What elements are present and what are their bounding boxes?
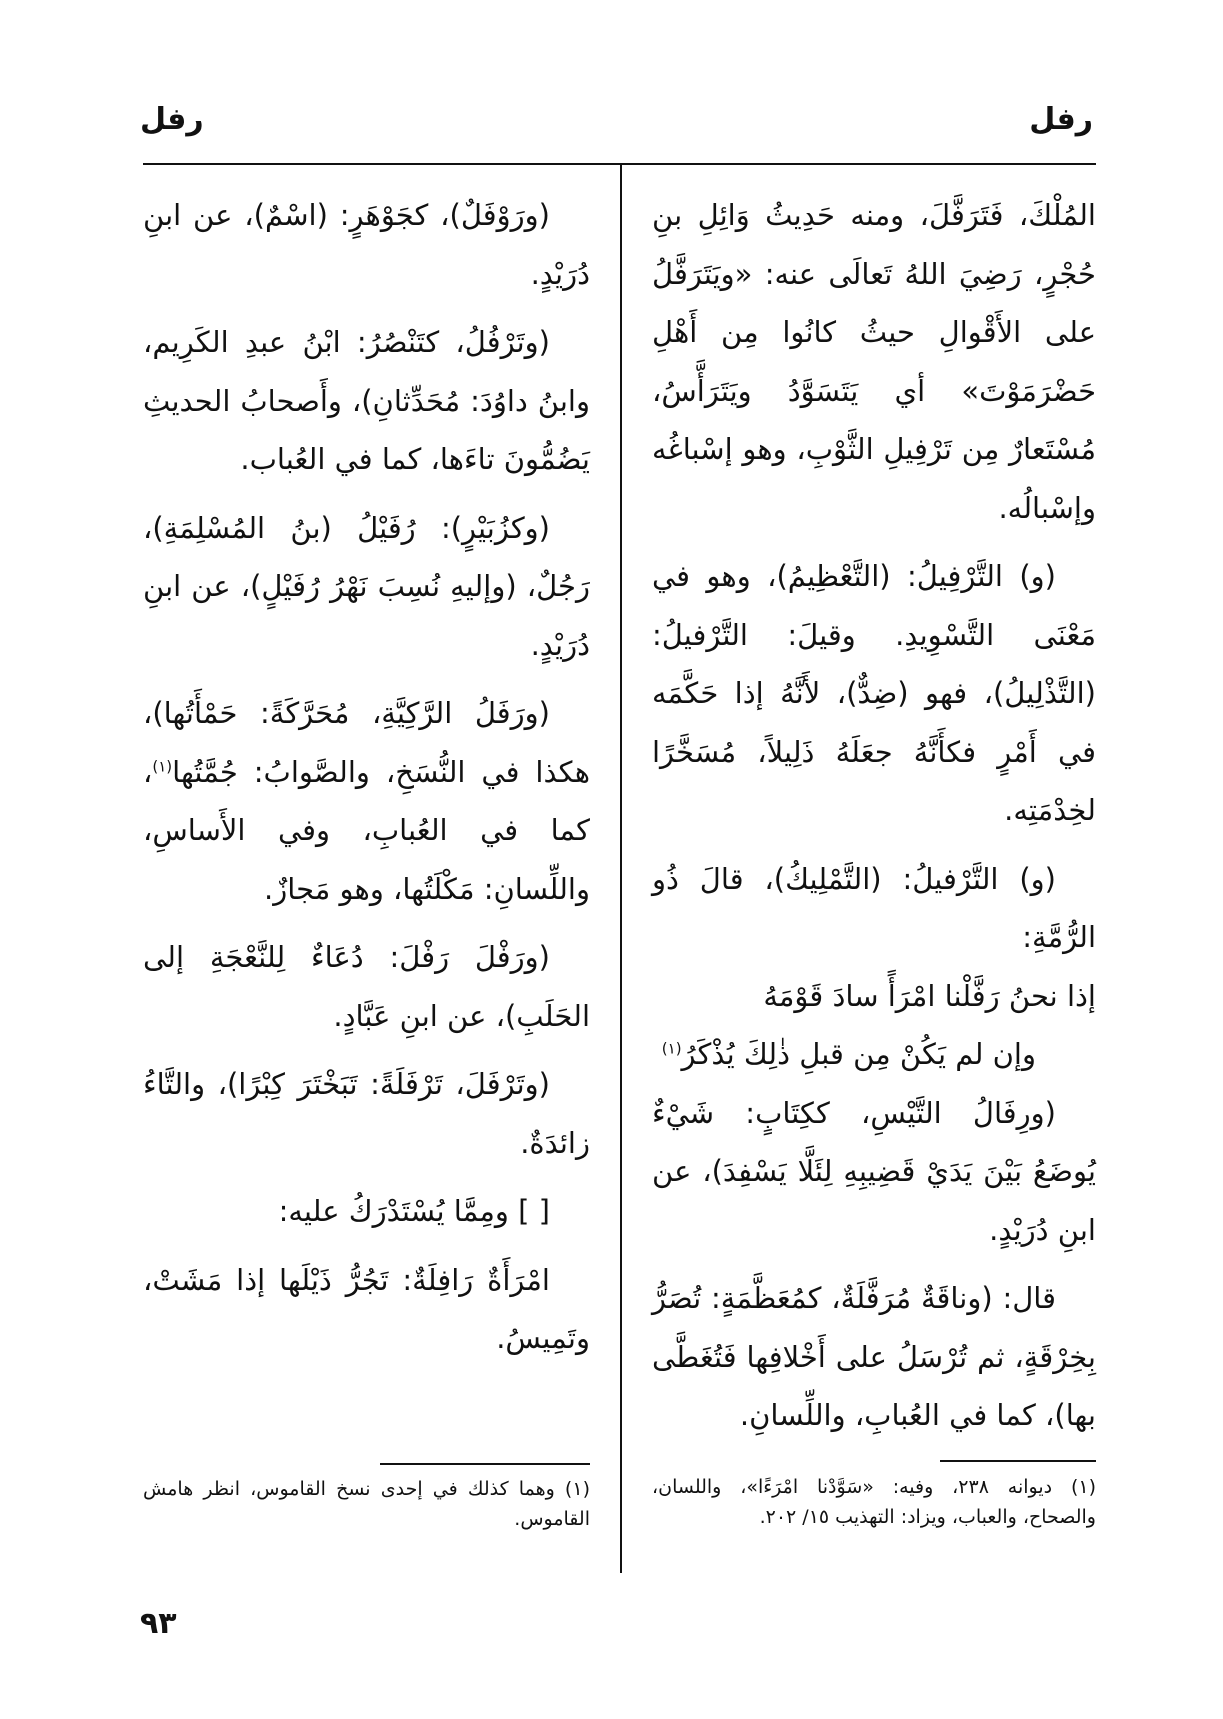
entry-paragraph: (ورِفَالُ التَّيْسِ، ككِتَابٍ: شَيْءٌ يُوضَعُ بَيْنَ يَدَيْ قَضِيبِهِ لِئَلَّا يَسْفِدَ)، عن ابنِ دُرَيْدٍ.: [652, 1095, 1096, 1247]
entry-paragraph: قال: (وناقَةٌ مُرَفَّلَةٌ، كمُعَظَّمَةٍ: تُصَرُّ بِخِرْقَةٍ، ثم تُرْسَلُ على أَخْلافِها فَتُغَطَّى بها)، كما في العُبابِ، واللِّسانِ.: [652, 1281, 1096, 1432]
page-number: ٩٣: [140, 1606, 177, 1641]
running-head-left: رفل: [140, 102, 204, 137]
entry-paragraph: (وتَرْفُلُ، كتَنْصُرُ: ابْنُ عبدِ الكَرِيم، وابنُ داوُدَ: مُحَدِّثانِ)، وأَصحابُ الحديثِ يَضُمُّونَ تاءَها، كما في العُباب.: [143, 325, 590, 476]
entry-paragraph: المُلْكَ، فَتَرَفَّلَ، ومنه حَدِيثُ وَائِلِ بنِ حُجْرٍ، رَضِيَ اللهُ تَعالَى عنه: «ويَتَرَفَّلُ على الأَقْوالِ حيثُ كانُوا مِن أَهْلِ حَضْرَمَوْتَ» أي يَتَسَوَّدُ ويَتَرَأَّسُ، مُسْتَعارٌ مِن تَرْفِيلِ الثَّوْبِ، وهو إسْباغُه وإسْبالُه.: [652, 198, 1096, 525]
entry-paragraph: امْرَأَةٌ رَافِلَةٌ: تَجُرُّ ذَيْلَها إذا مَشَتْ، وتَمِيسُ.: [143, 1262, 590, 1355]
right-column: [652, 186, 1096, 1455]
footnote-right: (١) ديوانه ٢٣٨، وفيه: «سَوَّدْنا امْرَءًا»، واللسان، والصحاح، والعباب، ويزاد: التهذيب ١٥/ ٢٠٢.: [652, 1476, 1096, 1528]
footnote-marker: (١): [661, 1039, 682, 1058]
entry-paragraph: [ ] ومِمَّا يُسْتَدْرَكُ عليه:: [278, 1194, 550, 1228]
entry-paragraph: (و) التَّرْفِيلُ: (التَّعْظِيمُ)، وهو في مَعْنَى التَّسْوِيدِ. وقيلَ: التَّرْفيلُ: (التَّذْلِيلُ)، فهو (ضِدٌّ)، لأَنَّهُ إذا حَكَّمَه في أَمْرٍ فكأَنَّهُ جعَلَهُ ذَلِيلاً، مُسَخَّرًا لخِدْمَتِه.: [652, 559, 1096, 827]
entry-text: ، كما في العُبابِ، وفي الأَساسِ، واللِّسانِ: مَكْلَتُها، وهو مَجازٌ.: [143, 754, 590, 906]
footnote-rule-left: [380, 1463, 590, 1465]
footnote-marker: (١): [152, 756, 173, 775]
running-head-right: رفل: [1029, 102, 1093, 137]
footnote-left: (١) وهما كذلك في إحدى نسخ القاموس، انظر هامش القاموس.: [143, 1478, 590, 1530]
footnote-rule-right: [940, 1460, 1096, 1462]
poetry-verse-1: إذا نحنُ رَفَّلْنا امْرَأً سادَ قَوْمَهُ: [763, 978, 1096, 1013]
verse-text: وإن لم يَكُنْ مِن قبلِ ذٰلِكَ يُذْكَرُ: [681, 1037, 1036, 1071]
entry-paragraph: (وكزُبَيْرٍ): رُفَيْلُ (بنُ المُسْلِمَةِ)، رَجُلٌ، (وإليهِ نُسِبَ نَهْرُ رُفَيْلٍ)، عن ابنِ دُرَيْدٍ.: [143, 510, 590, 662]
column-divider: [620, 163, 622, 1573]
entry-paragraph: (و) التَّرْفيلُ: (التَّمْلِيكُ)، قالَ ذُو الرُّمَّةِ:: [652, 861, 1096, 954]
entry-paragraph: [143, 684, 590, 918]
entry-paragraph: (ورَوْفَلٌ)، كجَوْهَرٍ: (اسْمٌ)، عن ابنِ دُرَيْدٍ.: [143, 198, 590, 291]
poetry-verse-2: [652, 1025, 1096, 1084]
entry-paragraph: (وتَرْفَلَ، تَرْفَلَةً: تَبَخْتَرَ كِبْرًا)، والتَّاءُ زائدَةٌ.: [143, 1067, 590, 1160]
entry-paragraph: (ورَفْلَ رَفْلَ: دُعَاءٌ لِلنَّعْجَةِ إلى الحَلَبِ)، عن ابنِ عَبَّادٍ.: [143, 940, 590, 1033]
entry-text: (ورَفَلُ الرَّكِيَّةِ، مُحَرَّكَةً: حَمْأَتُها)، هكذا في النُّسَخِ، والصَّوابُ: جُمَّتُها: [143, 696, 590, 789]
left-column: [143, 186, 590, 1378]
